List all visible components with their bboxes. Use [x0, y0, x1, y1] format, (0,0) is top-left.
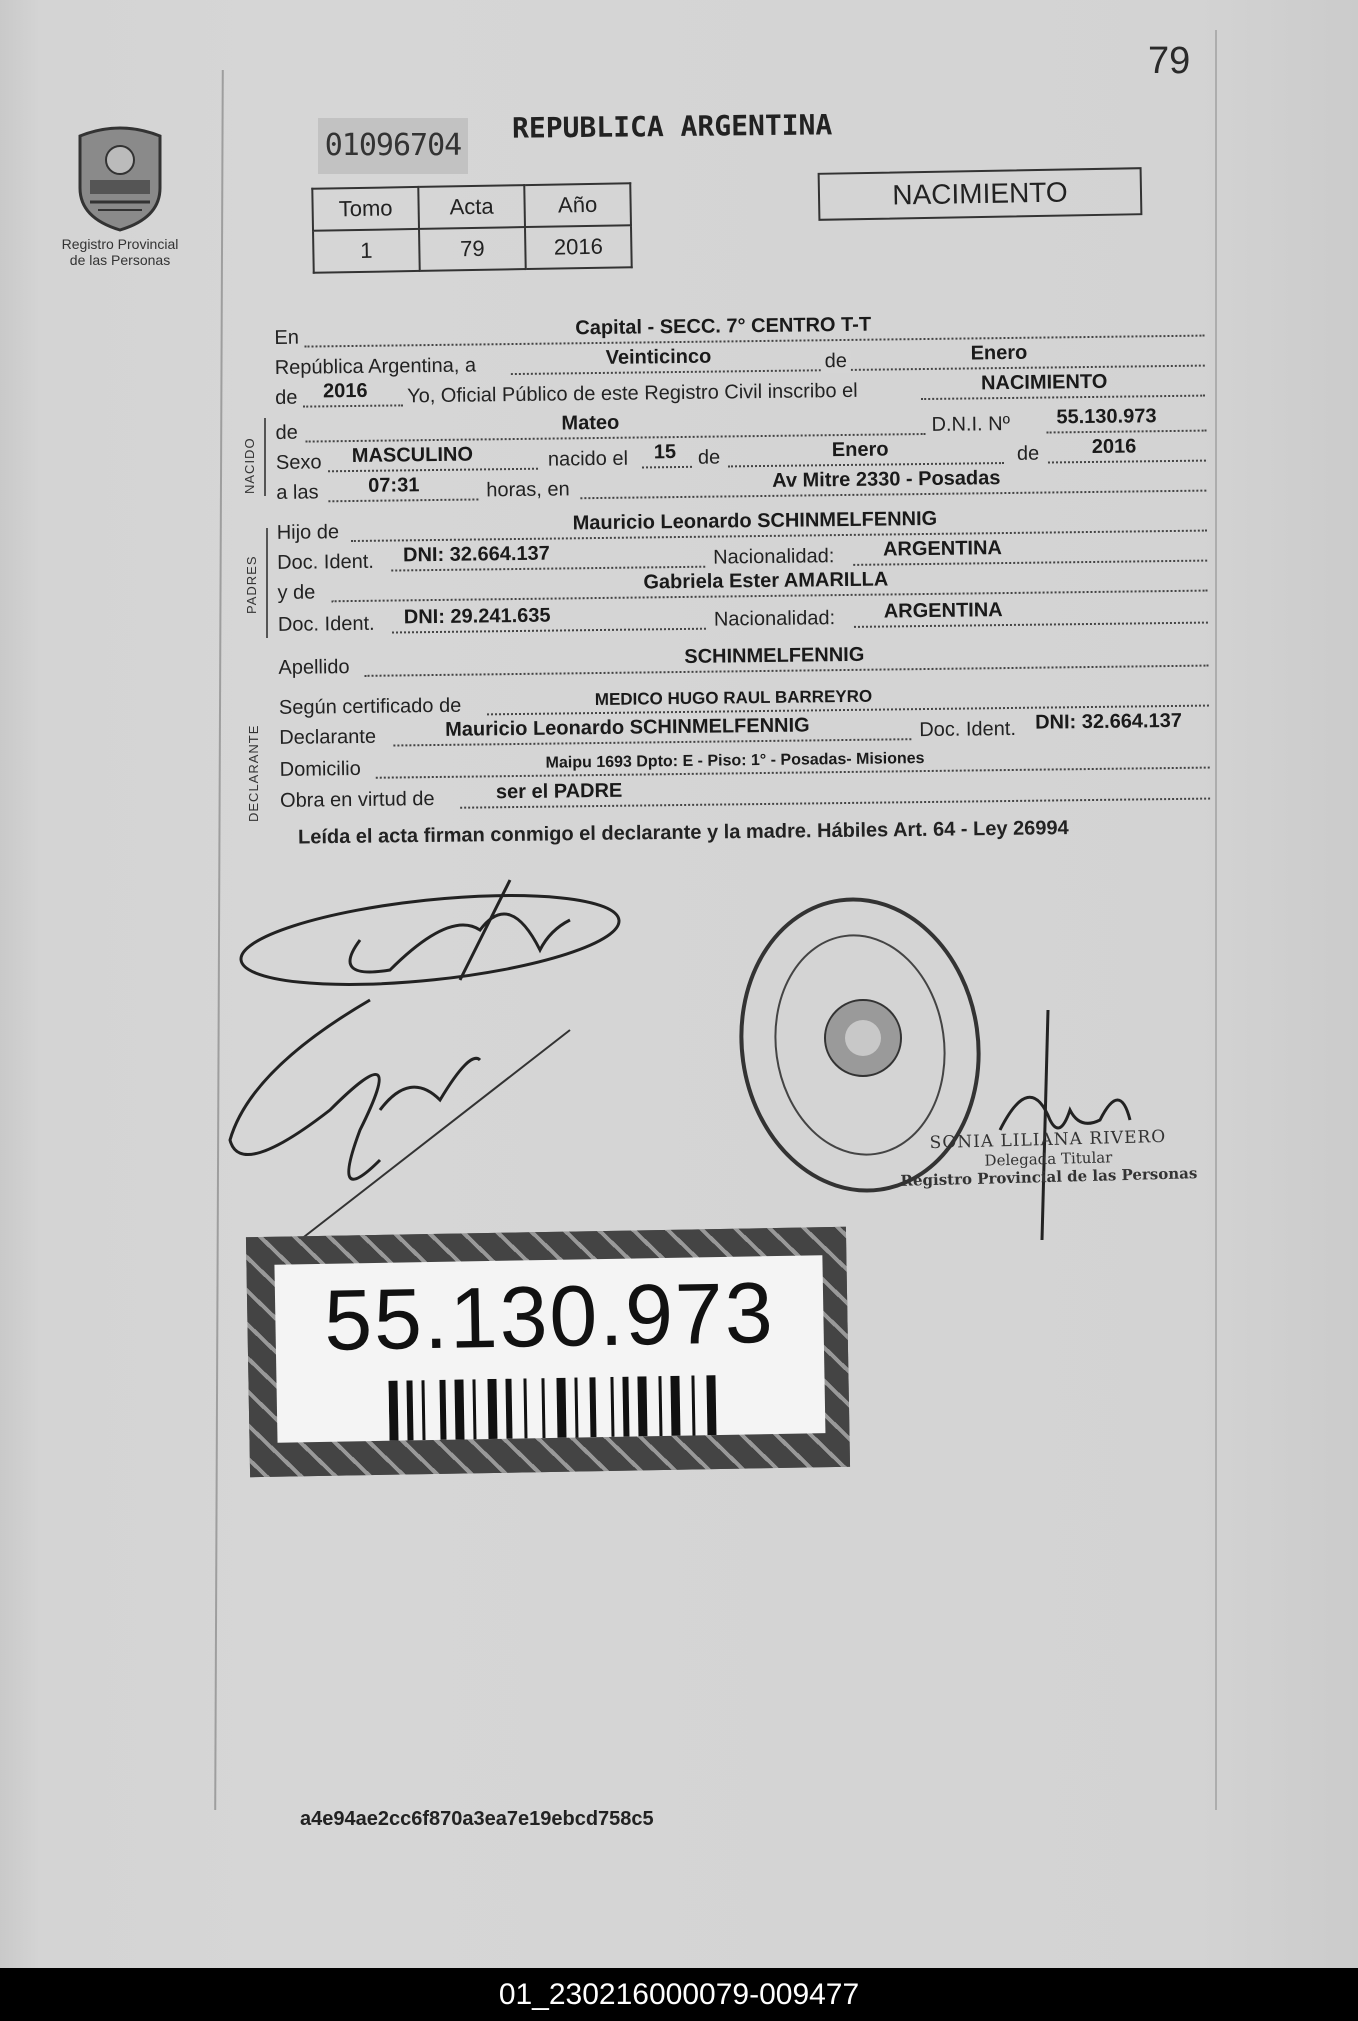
- padres-bracket: [266, 528, 268, 638]
- label-a-las: a las: [276, 481, 319, 504]
- label-de-birth-year: de: [1016, 442, 1040, 465]
- crest-icon: [68, 118, 172, 234]
- value-child-name: Mateo: [561, 411, 620, 435]
- declarant-signature: [210, 870, 650, 1250]
- label-nacido-el: nacido el: [547, 447, 629, 471]
- label-dni: D.N.I. Nº: [931, 412, 1011, 436]
- label-declarante: Declarante: [279, 725, 377, 749]
- value-place: Capital - SECC. 7° CENTRO T-T: [575, 313, 872, 340]
- inscribo-text: Yo, Oficial Público de este Registro Civil inscribo el: [406, 379, 858, 408]
- value-father-doc: DNI: 32.664.137: [402, 542, 550, 567]
- register-header-anio: Año: [524, 183, 631, 227]
- register-value-acta: 79: [419, 227, 526, 271]
- official-role: Delegada Titular: [984, 1148, 1113, 1170]
- register-table: [311, 182, 632, 274]
- label-de-year: de: [275, 386, 298, 409]
- value-mother-nationality: ARGENTINA: [883, 599, 1003, 623]
- value-child-dni: 55.130.973: [1056, 405, 1157, 429]
- section-label-declarante: DECLARANTE: [246, 724, 261, 822]
- label-apellido: Apellido: [278, 656, 350, 679]
- record-type-box: NACIMIENTO: [818, 167, 1143, 221]
- label-republica: República Argentina, a: [274, 354, 477, 379]
- label-mother-doc: Doc. Ident.: [277, 612, 375, 636]
- value-birth-month: Enero: [831, 438, 889, 462]
- official-registry: Registro Provincial de las Personas: [900, 1164, 1198, 1190]
- register-header-acta: Acta: [418, 185, 525, 229]
- official-name: SONIA LILIANA RIVERO: [929, 1126, 1167, 1154]
- birth-record-form: [270, 294, 1210, 812]
- provincial-crest: [55, 118, 185, 268]
- closing-statement: Leída el acta firman conmigo el declarante y la madre. Hábiles Art. 64 - Ley 26994: [297, 817, 1069, 849]
- register-value-anio: 2016: [525, 225, 632, 269]
- value-birth-year: 2016: [1091, 435, 1137, 458]
- register-header-tomo: Tomo: [312, 187, 419, 231]
- registry-name: Registro Provincial de las Personas: [61, 236, 179, 268]
- value-father-nationality: ARGENTINA: [882, 537, 1003, 561]
- nacido-bracket: [264, 418, 266, 496]
- value-inscribo: NACIMIENTO: [980, 370, 1108, 395]
- value-declarant-name: Mauricio Leonardo SCHINMELFENNIG: [445, 714, 810, 741]
- label-father-doc: Doc. Ident.: [277, 550, 374, 574]
- label-de-name: de: [275, 421, 298, 444]
- value-mother-name: Gabriela Ester AMARILLA: [643, 568, 889, 594]
- value-certificate: MEDICO HUGO RAUL BARREYRO: [594, 686, 873, 710]
- label-sexo: Sexo: [275, 451, 322, 474]
- register-value-tomo: 1: [313, 229, 420, 273]
- value-sex: MASCULINO: [351, 443, 474, 468]
- label-de: de: [821, 350, 852, 373]
- page-number: 79: [1148, 40, 1191, 82]
- official-block: [899, 1126, 1197, 1190]
- label-obra: Obra en virtud de: [279, 788, 435, 812]
- country-title: REPUBLICA ARGENTINA: [511, 108, 833, 145]
- sticker-number: 55.130.973: [323, 1265, 776, 1369]
- value-father-name: Mauricio Leonardo SCHINMELFENNIG: [572, 507, 938, 535]
- right-margin-line: [1215, 30, 1217, 1810]
- value-birth-place: Av Mitre 2330 - Posadas: [772, 467, 1001, 492]
- label-hijo-de: Hijo de: [276, 521, 340, 544]
- value-month: Enero: [970, 341, 1028, 365]
- label-de-birth: de: [697, 446, 721, 469]
- label-certificado: Según certificado de: [278, 694, 462, 719]
- value-surname: SCHINMELFENNIG: [684, 643, 865, 668]
- sticker-label: [274, 1255, 825, 1443]
- value-day-words: Veinticinco: [605, 345, 712, 369]
- security-sticker: [246, 1227, 850, 1477]
- serial-number: 01096704: [318, 118, 468, 174]
- value-address: Maipu 1693 Dpto: E - Piso: 1° - Posadas- Misiones: [545, 750, 925, 772]
- value-time: 07:31: [368, 474, 420, 497]
- label-father-nationality: Nacionalidad:: [712, 545, 835, 569]
- footer-id: 01_230216000079-009477: [0, 1968, 1358, 2021]
- document-hash: a4e94ae2cc6f870a3ea7e19ebcd758c5: [300, 1808, 654, 1830]
- label-mother-nationality: Nacionalidad:: [713, 607, 836, 631]
- label-y-de: y de: [277, 581, 316, 604]
- label-declarant-doc: Doc. Ident.: [919, 717, 1017, 742]
- label-domicilio: Domicilio: [279, 757, 361, 781]
- value-birth-day: 15: [653, 441, 677, 464]
- row-surname: [274, 638, 1214, 679]
- section-label-padres: PADRES: [244, 555, 259, 614]
- value-year: 2016: [322, 379, 368, 403]
- label-en: En: [274, 326, 300, 349]
- barcode-icon: [388, 1374, 759, 1440]
- value-capacity: ser el PADRE: [495, 779, 623, 804]
- value-mother-doc: DNI: 29.241.635: [403, 604, 551, 629]
- section-label-nacido: NACIDO: [242, 437, 257, 494]
- value-declarant-doc: DNI: 32.664.137: [1035, 709, 1183, 734]
- label-horas: horas, en: [486, 478, 570, 502]
